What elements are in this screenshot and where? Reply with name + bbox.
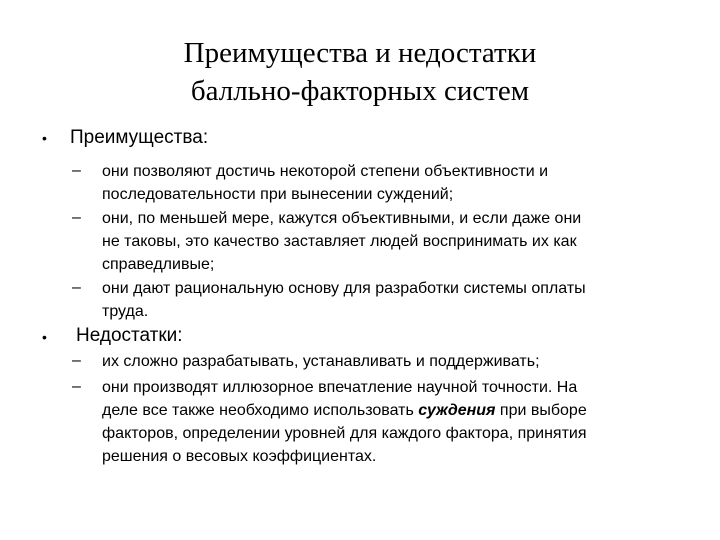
text-line: не таковы, это качество заставляет людей воспринимать их как <box>102 233 577 250</box>
dash-icon: – <box>72 279 81 296</box>
dash-icon: – <box>72 209 81 226</box>
text-line: решения о весовых коэффициентах. <box>102 448 377 465</box>
text-line: они позволяют достичь некоторой степени объективности и <box>102 163 549 180</box>
bullet-icon: • <box>42 130 47 146</box>
dash-icon: – <box>72 162 81 179</box>
list-item-text <box>102 160 668 206</box>
text-line: они, по меньшей мере, кажутся объективными, и если даже они <box>102 210 582 227</box>
text-line: они производят иллюзорное впечатление научной точности. На <box>102 379 578 396</box>
title-line-2: балльно-факторных систем <box>190 75 530 107</box>
list-item-text <box>102 277 668 323</box>
text-line: они дают рациональную основу для разработки системы оплаты <box>102 280 586 297</box>
text-line: последовательности при вынесении суждений; <box>102 186 454 203</box>
text-line: справедливые; <box>102 256 215 273</box>
dash-icon: – <box>72 352 81 369</box>
text-line: их сложно разрабатывать, устанавливать и поддерживать; <box>102 353 540 370</box>
text-line: факторов, определении уровней для каждого фактора, принятия <box>102 425 587 442</box>
list-item-text <box>102 376 668 468</box>
dash-icon: – <box>72 378 81 395</box>
bullet-icon: • <box>42 329 47 345</box>
slide-title <box>0 34 720 110</box>
advantages-heading: Преимущества: <box>70 127 209 148</box>
title-line-1: Преимущества и недостатки <box>183 37 537 69</box>
emphasized-word: суждения <box>418 402 496 419</box>
text-fragment: деле все также необходимо использовать <box>102 402 419 419</box>
text-fragment: при выборе <box>495 402 587 419</box>
list-item-text <box>102 350 668 373</box>
disadvantages-heading: Недостатки: <box>76 325 183 346</box>
text-line: труда. <box>102 303 149 320</box>
text-line <box>102 399 668 422</box>
list-item-text <box>102 207 668 276</box>
